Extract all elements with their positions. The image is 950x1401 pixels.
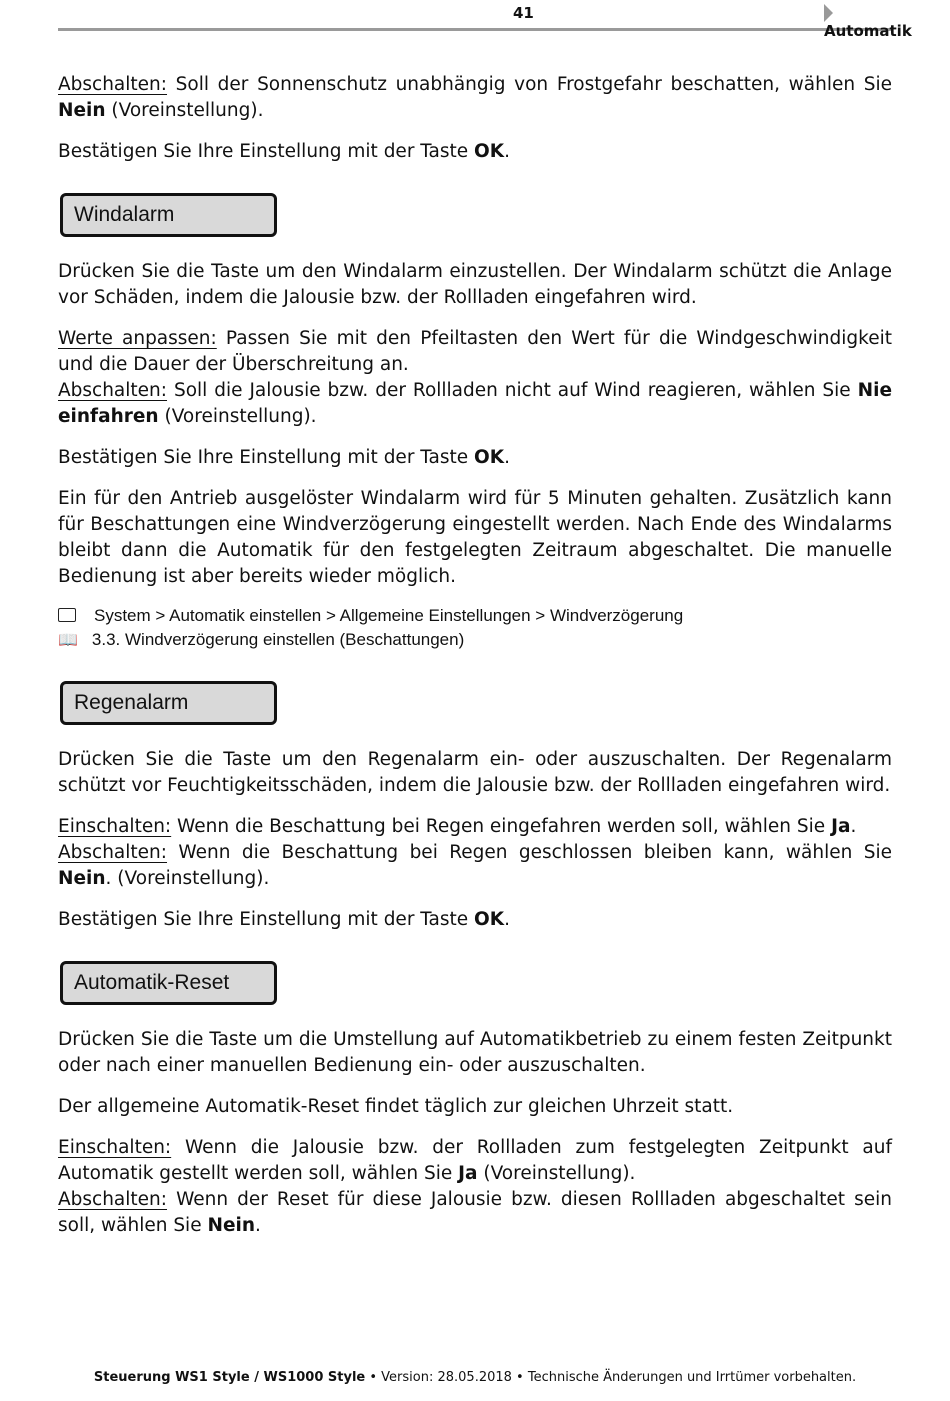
- text: Bestätigen Sie Ihre Einstellung mit der Taste: [58, 909, 475, 930]
- text: Bestätigen Sie Ihre Einstellung mit der Taste: [58, 141, 475, 162]
- text: Bestätigen Sie Ihre Einstellung mit der Taste: [58, 447, 475, 468]
- option-nein: Nein: [58, 868, 106, 889]
- chapter-title: [824, 4, 912, 40]
- text: .: [255, 1215, 261, 1236]
- menu-path-icon: [58, 608, 76, 622]
- option-ja: Ja: [831, 816, 851, 837]
- abschalten-label: Abschalten:: [58, 842, 168, 863]
- regenalarm-options: [58, 814, 892, 892]
- text: Wenn die Beschattung bei Regen eingefahren werden soll, wählen Sie: [171, 816, 832, 837]
- manual-section: 3.3. Windverzögerung einstellen (Beschattungen): [91, 630, 465, 649]
- page-content: [58, 72, 892, 1254]
- windalarm-desc: Drücken Sie die Taste um den Windalarm einzustellen. Der Windalarm schützt die Anlage vor Schäden, indem die Jalousie bzw. der Rollladen eingefahren wird.: [58, 261, 892, 308]
- option-nie-einfahren: Nie einfahren: [58, 380, 892, 427]
- page-number: 41: [513, 4, 534, 22]
- chapter-label: Automatik: [824, 22, 912, 40]
- disclaimer: Technische Änderungen und Irrtümer vorbehalten.: [527, 1370, 857, 1385]
- text: .: [504, 141, 510, 162]
- version: Version: 28.05.2018: [381, 1370, 512, 1385]
- ok-key: OK: [474, 909, 505, 930]
- option-ja: Ja: [458, 1163, 478, 1184]
- menu-reference: [58, 604, 892, 628]
- manual-reference: [58, 628, 892, 653]
- ok-key: OK: [474, 447, 505, 468]
- einschalten-label: Einschalten:: [58, 1137, 172, 1158]
- windalarm-confirm: [58, 445, 892, 471]
- windalarm-options: [58, 326, 892, 430]
- text: (Voreinstellung).: [477, 1163, 636, 1184]
- menu-path: System > Automatik einstellen > Allgemeine Einstellungen > Windverzögerung: [94, 606, 684, 625]
- page-footer: [0, 1370, 950, 1385]
- text: Wenn der Reset für diese Jalousie bzw. diesen Rollladen abgeschaltet sein soll, wählen Sie: [58, 1189, 892, 1236]
- regenalarm-confirm: [58, 907, 892, 933]
- text: Wenn die Jalousie bzw. der Rollladen zum festgelegten Zeitpunkt auf Automatik gestellt werden soll, wählen Sie: [58, 1137, 892, 1184]
- einschalten-label: Einschalten:: [58, 816, 172, 837]
- abschalten-label: Abschalten:: [58, 74, 168, 95]
- page-header: [58, 0, 912, 40]
- chapter-arrow-icon: [824, 4, 833, 22]
- text: . (Voreinstellung).: [105, 868, 270, 889]
- option-nein: Nein: [207, 1215, 256, 1236]
- reset-desc: Drücken Sie die Taste um die Umstellung auf Automatikbetrieb zu einem festen Zeitpunkt oder nach einer manuellen Bedienung ein- oder auszuschalten.: [58, 1029, 892, 1076]
- text: Passen Sie mit den Pfeiltasten den Wert für die Windgeschwindigkeit und die Dauer der Überschreitung an.: [58, 328, 892, 375]
- book-icon: 📖: [58, 632, 78, 649]
- text: .: [504, 909, 510, 930]
- text: .: [850, 816, 857, 837]
- windalarm-heading: Windalarm: [60, 193, 277, 237]
- text: (Voreinstellung).: [158, 406, 317, 427]
- separator: •: [511, 1370, 528, 1385]
- intro-abschalten: [58, 72, 892, 124]
- reset-options: [58, 1135, 892, 1239]
- regenalarm-desc: Drücken Sie die Taste um den Regenalarm ein- oder auszuschalten. Der Regenalarm schützt vor Feuchtigkeitsschäden, indem die Jalousie bzw. der Rollladen eingefahren wird.: [58, 749, 892, 796]
- windalarm-info: Ein für den Antrieb ausgelöster Windalarm wird für 5 Minuten gehalten. Zusätzlich kann für Beschattungen eine Windverzögerung eingestellt werden. Nach Ende des Windalarms bleibt dann die Automatik für den festgelegten Zeitraum abgeschaltet. Die manuelle Bedienung ist aber bereits wieder möglich.: [58, 488, 892, 587]
- separator: •: [365, 1370, 382, 1385]
- intro-confirm: [58, 139, 892, 165]
- regenalarm-heading: Regenalarm: [60, 681, 277, 725]
- werte-label: Werte anpassen:: [58, 328, 217, 349]
- ok-key: OK: [474, 141, 505, 162]
- option-nein: Nein: [58, 100, 106, 121]
- text: .: [504, 447, 510, 468]
- abschalten-label: Abschalten:: [58, 380, 168, 401]
- text: Soll die Jalousie bzw. der Rollladen nicht auf Wind reagieren, wählen Sie: [167, 380, 858, 401]
- text: (Voreinstellung).: [105, 100, 264, 121]
- text: Soll der Sonnenschutz unabhängig von Frostgefahr beschatten, wählen Sie: [167, 74, 892, 95]
- reset-daily: Der allgemeine Automatik-Reset findet täglich zur gleichen Uhrzeit statt.: [58, 1096, 734, 1117]
- text: Wenn die Beschattung bei Regen geschlossen bleiben kann, wählen Sie: [167, 842, 892, 863]
- abschalten-label: Abschalten:: [58, 1189, 168, 1210]
- automatik-reset-heading: Automatik-Reset: [60, 961, 277, 1005]
- product-name: Steuerung WS1 Style / WS1000 Style: [93, 1370, 366, 1385]
